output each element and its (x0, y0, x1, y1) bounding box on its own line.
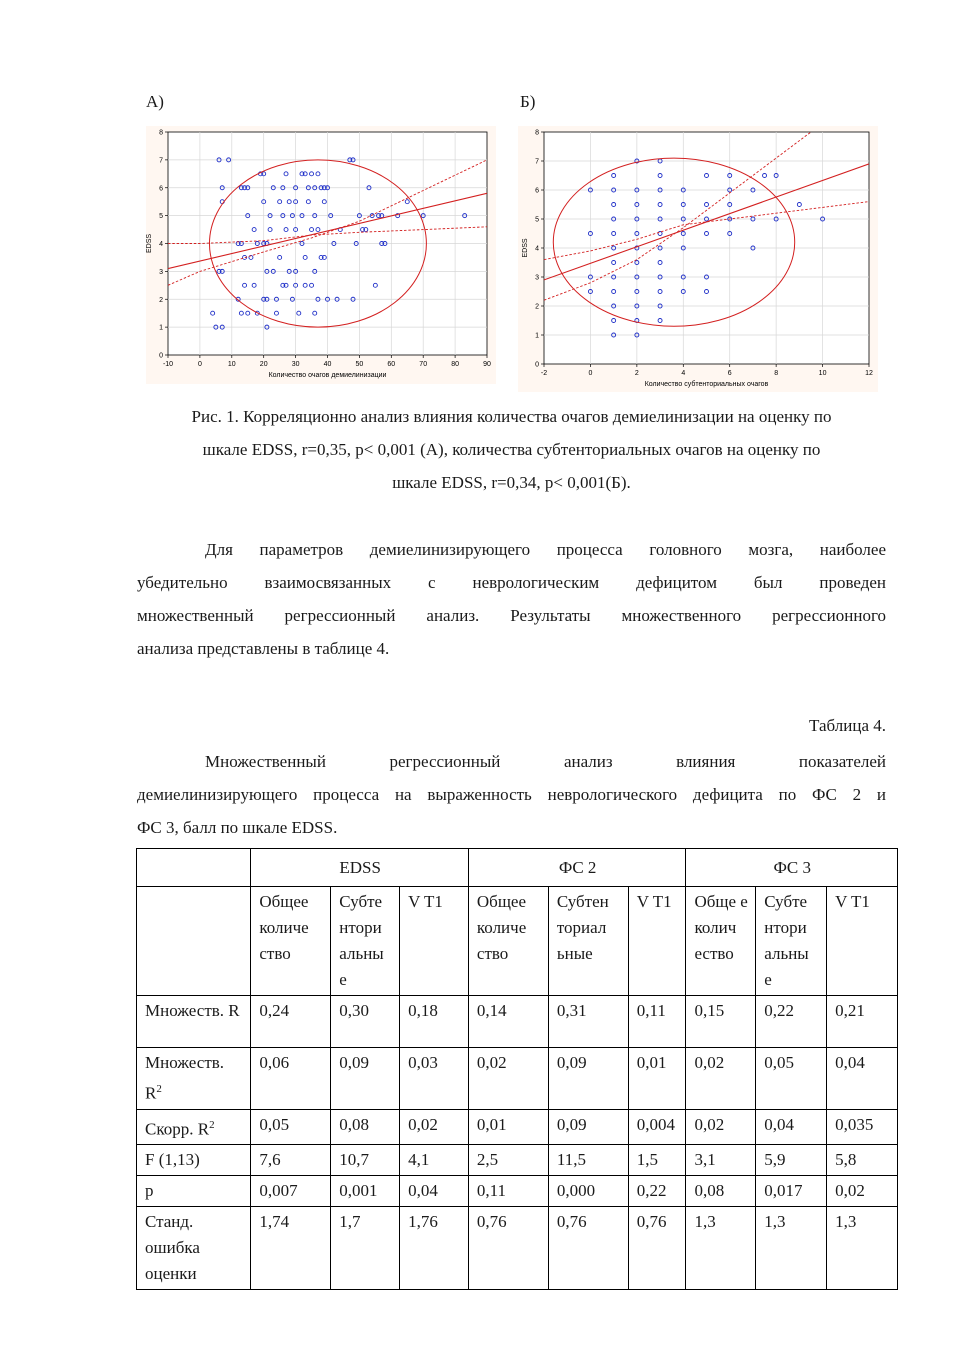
x-tick-label: -10 (162, 361, 174, 368)
table-header-row (137, 849, 898, 887)
table-cell: 1,3 (827, 1207, 898, 1290)
x-tick-label: 10 (227, 361, 236, 368)
y-tick-label: 7 (535, 158, 539, 166)
table-cell: 1,7 (331, 1207, 400, 1290)
x-tick-label: 8 (774, 370, 779, 377)
row-label-superscript: 2 (209, 1118, 215, 1131)
table-cell: 0,01 (468, 1109, 548, 1145)
table-cell: 1,3 (686, 1207, 756, 1290)
subheader-cell: V T1 (827, 887, 898, 996)
table-row (137, 1109, 898, 1145)
table-cell: 1,3 (756, 1207, 827, 1290)
table-cell: 0,22 (756, 996, 827, 1048)
row-label-text: F (1,13) (145, 1150, 200, 1170)
table-cell: 0,76 (468, 1207, 548, 1290)
table-cell: 0,02 (827, 1176, 898, 1207)
row-label (137, 996, 251, 1048)
y-tick-label: 6 (535, 187, 539, 195)
x-tick-label: 80 (451, 361, 459, 368)
x-tick-label: 40 (323, 361, 332, 368)
subheader-cell: V T1 (400, 887, 469, 996)
table-corner-cell (137, 887, 251, 996)
x-tick-label: 60 (387, 361, 396, 368)
table-cell: 7,6 (251, 1145, 331, 1176)
y-tick-label: 8 (535, 129, 539, 137)
x-tick-label: 12 (865, 370, 873, 377)
y-tick-label: 0 (535, 361, 539, 369)
y-tick-label: 2 (535, 303, 539, 311)
table-cell: 0,06 (251, 1048, 331, 1110)
y-axis-label: EDSS (522, 238, 529, 258)
caption-line: Рис. 1. Корреляционно анализ влияния количества очагов демиелинизации на оценку по (191, 407, 832, 426)
table-row (137, 996, 898, 1048)
row-label (137, 1048, 251, 1110)
table-cell: 10,7 (331, 1145, 400, 1176)
table-cell: 0,15 (686, 996, 756, 1048)
table-cell: 0,03 (400, 1048, 469, 1110)
table-cell: 0,09 (548, 1048, 628, 1110)
table-cell: 0,08 (686, 1176, 756, 1207)
x-tick-label: 70 (419, 361, 428, 368)
row-label-superscript: 2 (156, 1083, 162, 1095)
subheader-cell: Обще е колич ество (686, 887, 756, 996)
table-cell: 0,76 (628, 1207, 686, 1290)
table-cell: 0,14 (468, 996, 548, 1048)
table-cell: 0,04 (756, 1109, 827, 1145)
table-cell: 0,05 (251, 1109, 331, 1145)
row-label-text: Скорр. R (145, 1119, 210, 1139)
paragraph-line: множественный регрессионный анализ. Результаты множественного регрессионного (137, 606, 886, 625)
y-tick-label: 8 (159, 129, 163, 137)
x-tick-label: 4 (681, 370, 686, 377)
table-cell: 0,04 (400, 1176, 469, 1207)
table-cell: 0,02 (400, 1109, 469, 1145)
table-cell: 0,007 (251, 1176, 331, 1207)
table-cell: 0,24 (251, 996, 331, 1048)
y-tick-label: 1 (535, 332, 539, 340)
table-cell: 0,035 (827, 1109, 898, 1145)
y-tick-label: 1 (159, 324, 163, 332)
subheader-cell: Субтен ториал ьные (548, 887, 628, 996)
subheader-cell: Общее количе ство (251, 887, 331, 996)
figure-caption (137, 400, 886, 499)
y-tick-label: 4 (535, 245, 539, 253)
y-axis-label: EDSS (146, 233, 153, 254)
table-row (137, 1207, 898, 1290)
table-title-line: ФС 3, балл по шкале EDSS. (137, 818, 338, 837)
table-cell: 0,05 (756, 1048, 827, 1110)
y-tick-label: 5 (159, 213, 163, 221)
table-cell: 0,31 (548, 996, 628, 1048)
paragraph-line: анализа представлены в таблице 4. (137, 639, 390, 658)
x-tick-label: 10 (818, 370, 827, 377)
table-cell: 0,02 (686, 1109, 756, 1145)
table-cell: 0,01 (628, 1048, 686, 1110)
x-tick-label: 20 (259, 361, 268, 368)
y-tick-label: 6 (159, 185, 163, 193)
table-title-line: демиелинизирующего процесса на выраженность неврологического дефицита по ФС 2 и (137, 785, 886, 804)
table-cell: 0,09 (331, 1048, 400, 1110)
panel-label-b: Б) (520, 92, 536, 111)
row-label-text: Множеств. R (145, 1001, 240, 1020)
table-cell: 0,02 (686, 1048, 756, 1110)
table-cell: 0,004 (628, 1109, 686, 1145)
y-tick-label: 0 (159, 352, 163, 360)
y-tick-label: 4 (159, 241, 163, 248)
group-header-edss: EDSS (251, 849, 469, 887)
x-axis-label: Количество субтенториальных очагов (644, 381, 769, 388)
x-tick-label: -2 (540, 370, 548, 377)
body-paragraph (137, 533, 886, 665)
table-cell: 11,5 (548, 1145, 628, 1176)
table-cell: 5,8 (827, 1145, 898, 1176)
table-cell: 4,1 (400, 1145, 469, 1176)
table-cell: 0,000 (548, 1176, 628, 1207)
caption-line: шкале EDSS, r=0,35, p< 0,001 (А), количества субтенториальных очагов на оценку по (202, 440, 821, 459)
y-tick-label: 3 (159, 268, 163, 276)
regression-table (136, 848, 898, 1290)
x-tick-label: 0 (588, 370, 593, 377)
subheader-cell: Субте нтори альны е (331, 887, 400, 996)
row-label-text: p (145, 1181, 154, 1201)
table-cell: 0,04 (827, 1048, 898, 1110)
scatter-chart-b (518, 126, 878, 392)
scatter-chart-a (146, 126, 496, 384)
x-tick-label: 0 (197, 361, 202, 368)
table-cell: 0,017 (756, 1176, 827, 1207)
row-label (137, 1145, 251, 1176)
subheader-cell: Субте нтори альны е (756, 887, 827, 996)
y-tick-label: 3 (535, 274, 539, 282)
table-cell: 1,76 (400, 1207, 469, 1290)
y-tick-label: 7 (159, 157, 163, 165)
table-row (137, 1145, 898, 1176)
x-axis-label: Количество очагов демиелинизации (268, 372, 387, 379)
subheader-cell: V T1 (628, 887, 686, 996)
x-tick-label: 2 (634, 370, 639, 377)
table-cell: 2,5 (468, 1145, 548, 1176)
table-row (137, 1048, 898, 1110)
y-tick-label: 2 (159, 296, 163, 304)
table-cell: 0,02 (468, 1048, 548, 1110)
x-tick-label: 30 (291, 361, 300, 368)
group-header-fs2: ФС 2 (468, 849, 686, 887)
table-cell: 1,5 (628, 1145, 686, 1176)
table-title-line: Множественный регрессионный анализ влияния показателей (205, 752, 886, 771)
x-tick-label: 6 (727, 370, 732, 377)
table-cell: 0,08 (331, 1109, 400, 1145)
y-tick-label: 5 (535, 216, 539, 224)
table-cell: 1,74 (251, 1207, 331, 1290)
row-label (137, 1176, 251, 1207)
table-cell: 5,9 (756, 1145, 827, 1176)
panel-label-a: А) (146, 92, 164, 111)
table-cell: 0,30 (331, 996, 400, 1048)
row-label-text: Множеств. R (145, 1053, 225, 1103)
table-title (137, 745, 886, 844)
paragraph-line: Для параметров демиелинизирующего процесса головного мозга, наиболее (205, 540, 886, 559)
table-corner-cell (137, 849, 251, 887)
table-row (137, 1176, 898, 1207)
table-cell: 0,18 (400, 996, 469, 1048)
subheader-cell: Общее количе ство (468, 887, 548, 996)
row-label-text: Станд. ошибка оценки (145, 1212, 200, 1284)
x-tick-label: 90 (483, 361, 491, 368)
caption-line: шкале EDSS, r=0,34, p< 0,001(Б). (392, 473, 631, 492)
table-cell: 0,22 (628, 1176, 686, 1207)
row-label (137, 1207, 251, 1290)
x-tick-label: 50 (355, 361, 364, 368)
table-number: Таблица 4. (809, 716, 886, 735)
table-cell: 0,11 (628, 996, 686, 1048)
table-cell: 0,09 (548, 1109, 628, 1145)
table-cell: 0,21 (827, 996, 898, 1048)
row-label (137, 1109, 251, 1145)
table-cell: 0,001 (331, 1176, 400, 1207)
paragraph-line: убедительно взаимосвязанных с неврологическим дефицитом был проведен (137, 573, 886, 592)
table-cell: 0,11 (468, 1176, 548, 1207)
table-subheader-row (137, 887, 898, 996)
table-cell: 0,76 (548, 1207, 628, 1290)
group-header-fs3: ФС 3 (686, 849, 898, 887)
table-cell: 3,1 (686, 1145, 756, 1176)
